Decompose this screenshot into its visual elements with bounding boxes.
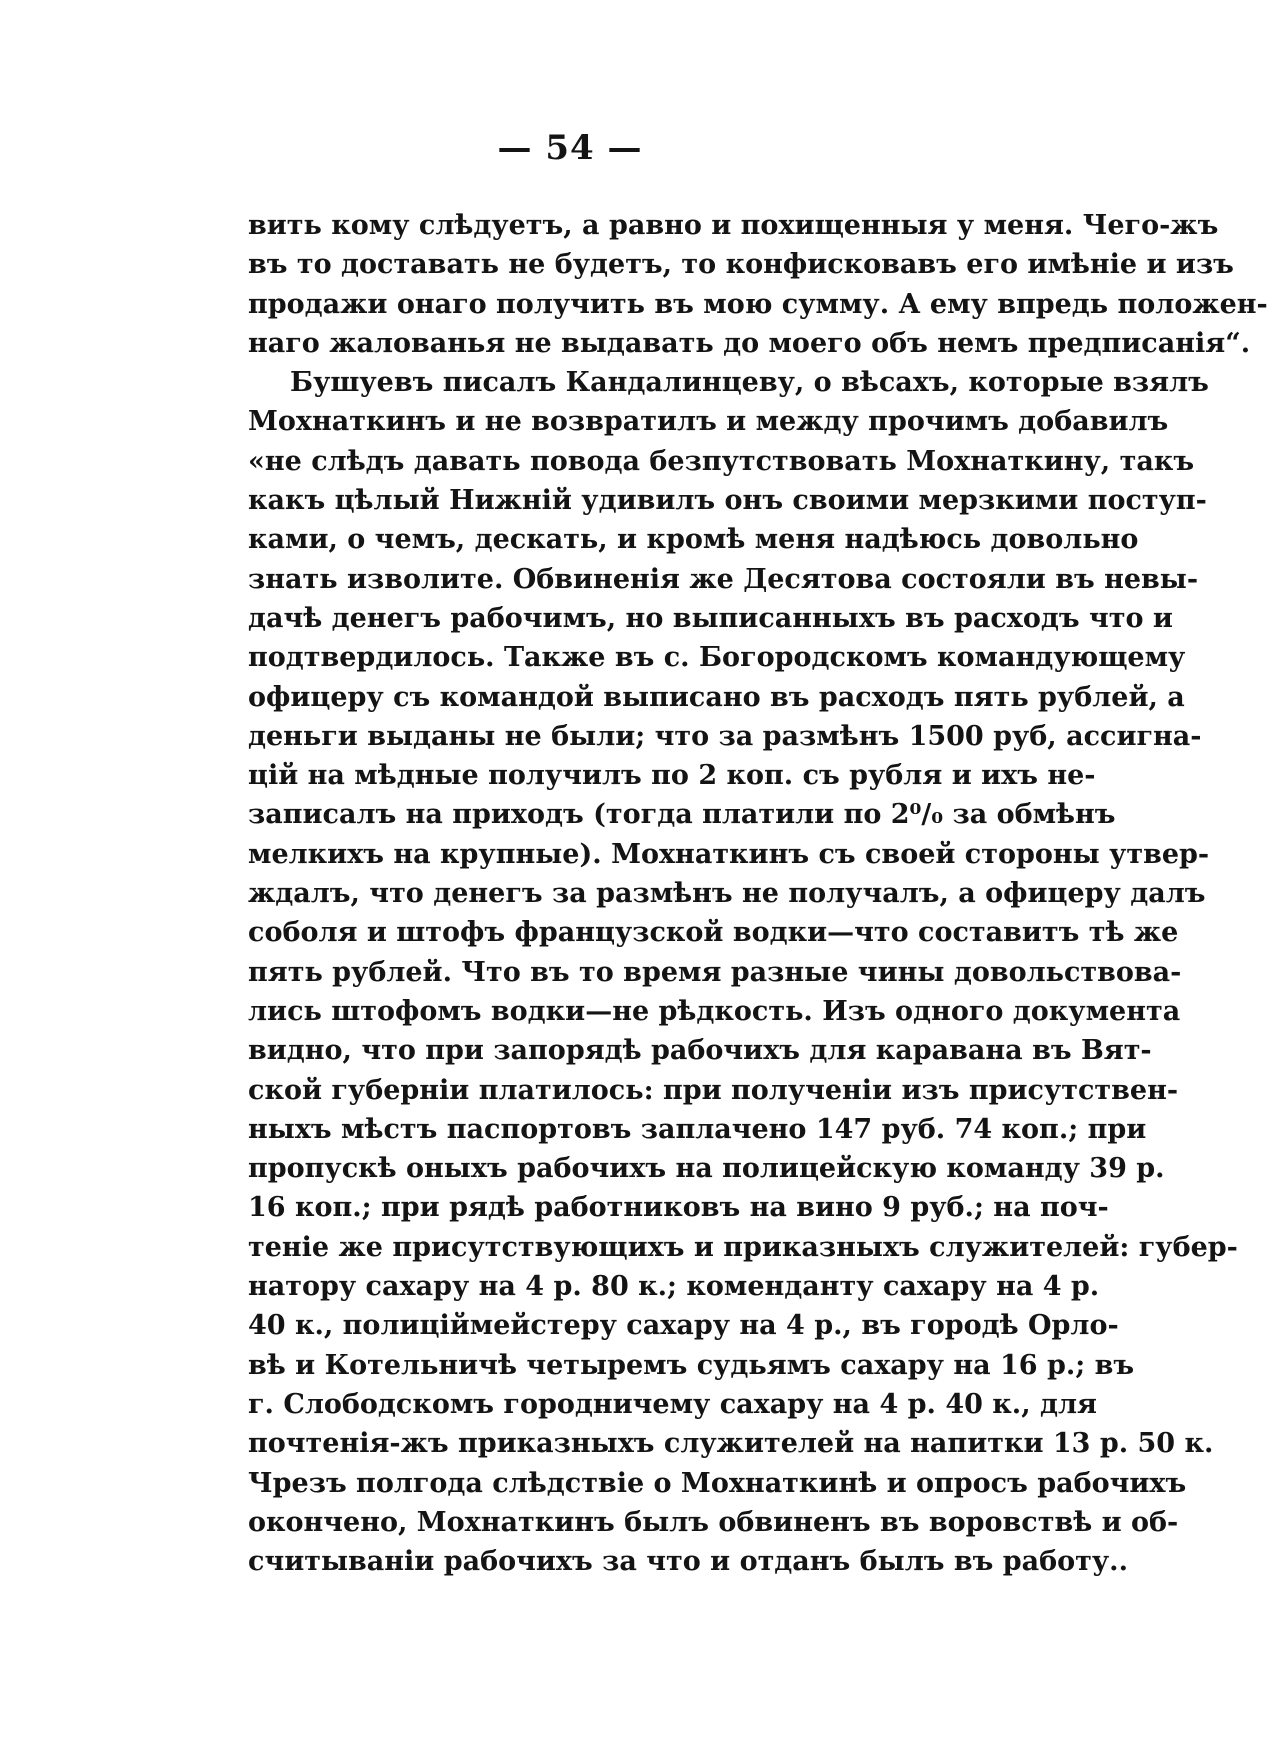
text-line: почтенія-жъ приказныхъ служителей на напитки 13 р. 50 к. — [248, 1428, 1214, 1460]
text-line: пять рублей. Что въ то время разные чины довольствова- — [248, 956, 1182, 988]
text-line: записалъ на приходъ (тогда платили по 2⁰/₀ за обмѣнъ — [248, 799, 1116, 831]
page-number: — 54 — — [497, 128, 643, 168]
text-line: 16 коп.; при рядѣ работниковъ на вино 9 руб.; на поч- — [248, 1192, 1109, 1224]
text-line: г. Слободскомъ городничему сахару на 4 р. 40 к., для — [248, 1388, 1097, 1420]
text-line: Мохнаткинъ и не возвратилъ и между прочимъ добавилъ — [248, 406, 1169, 438]
text-line: какъ цѣлый Нижній удивилъ онъ своими мерзкими поступ- — [248, 485, 1207, 517]
text-line: деньги выданы не были; что за размѣнъ 1500 руб, ассигна- — [248, 720, 1202, 752]
text-line: подтвердилось. Также въ с. Богородскомъ командующему — [248, 642, 1186, 674]
text-line: лись штофомъ водки—не рѣдкость. Изъ одного документа — [248, 995, 1181, 1027]
text-line: видно, что при запорядѣ рабочихъ для каравана въ Вят- — [248, 1035, 1152, 1067]
text-line: знать изволите. Обвиненія же Десятова состояли въ невы- — [248, 563, 1199, 595]
text-line: натору сахару на 4 р. 80 к.; коменданту сахару на 4 р. — [248, 1271, 1100, 1303]
text-line: наго жалованья не выдавать до моего объ немъ предписанія“. — [248, 327, 1251, 359]
text-line: дачѣ денегъ рабочимъ, но выписанныхъ въ расходъ что и — [248, 602, 1173, 634]
text-line: мелкихъ на крупные). Мохнаткинъ съ своей стороны утвер- — [248, 838, 1210, 870]
text-line: офицеру съ командой выписано въ расходъ пять рублей, а — [248, 681, 1185, 713]
text-line: ныхъ мѣстъ паспортовъ заплачено 147 руб. 74 коп.; при — [248, 1113, 1147, 1145]
text-line: ками, о чемъ, дескать, и кромѣ меня надѣюсь довольно — [248, 524, 1139, 556]
text-line: ской губерніи платилось: при полученіи изъ присутствен- — [248, 1074, 1179, 1106]
text-line: цій на мѣдные получилъ по 2 коп. съ рубля и ихъ не- — [248, 760, 1096, 792]
text-line: соболя и штофъ французской водки—что составитъ тѣ же — [248, 917, 1179, 949]
paragraph-start-line: Бушуевъ писалъ Кандалинцеву, о вѣсахъ, которые взялъ — [290, 367, 1209, 399]
text-line: считываніи рабочихъ за что и отданъ былъ въ работу.. — [248, 1546, 1128, 1578]
text-line: пропускѣ оныхъ рабочихъ на полицейскую команду 39 р. — [248, 1153, 1165, 1185]
text-line: Чрезъ полгода слѣдствіе о Мохнаткинѣ и опросъ рабочихъ — [248, 1467, 1187, 1499]
text-line: теніе же присутствующихъ и приказныхъ служителей: губер- — [248, 1231, 1238, 1263]
body-text — [248, 206, 1268, 1581]
text-line: вѣ и Котельничѣ четыремъ судьямъ сахару на 16 р.; въ — [248, 1349, 1135, 1381]
text-line: вить кому слѣдуетъ, а равно и похищенныя у меня. Чего-жъ — [248, 210, 1219, 241]
text-line: ждалъ, что денегъ за размѣнъ не получалъ, а офицеру далъ — [248, 878, 1206, 910]
text-line: продажи онаго получить въ мою сумму. А ему впредь положен- — [248, 288, 1268, 320]
text-line: въ то доставать не будетъ, то конфисковавъ его имѣніе и изъ — [248, 249, 1234, 281]
text-line: окончено, Мохнаткинъ былъ обвиненъ въ воровствѣ и об- — [248, 1506, 1179, 1538]
text-line: 40 к., полиціймейстеру сахару на 4 р., въ городѣ Орло- — [248, 1310, 1119, 1342]
text-line: «не слѣдъ давать повода безпутствовать Мохнаткину, такъ — [248, 445, 1195, 477]
